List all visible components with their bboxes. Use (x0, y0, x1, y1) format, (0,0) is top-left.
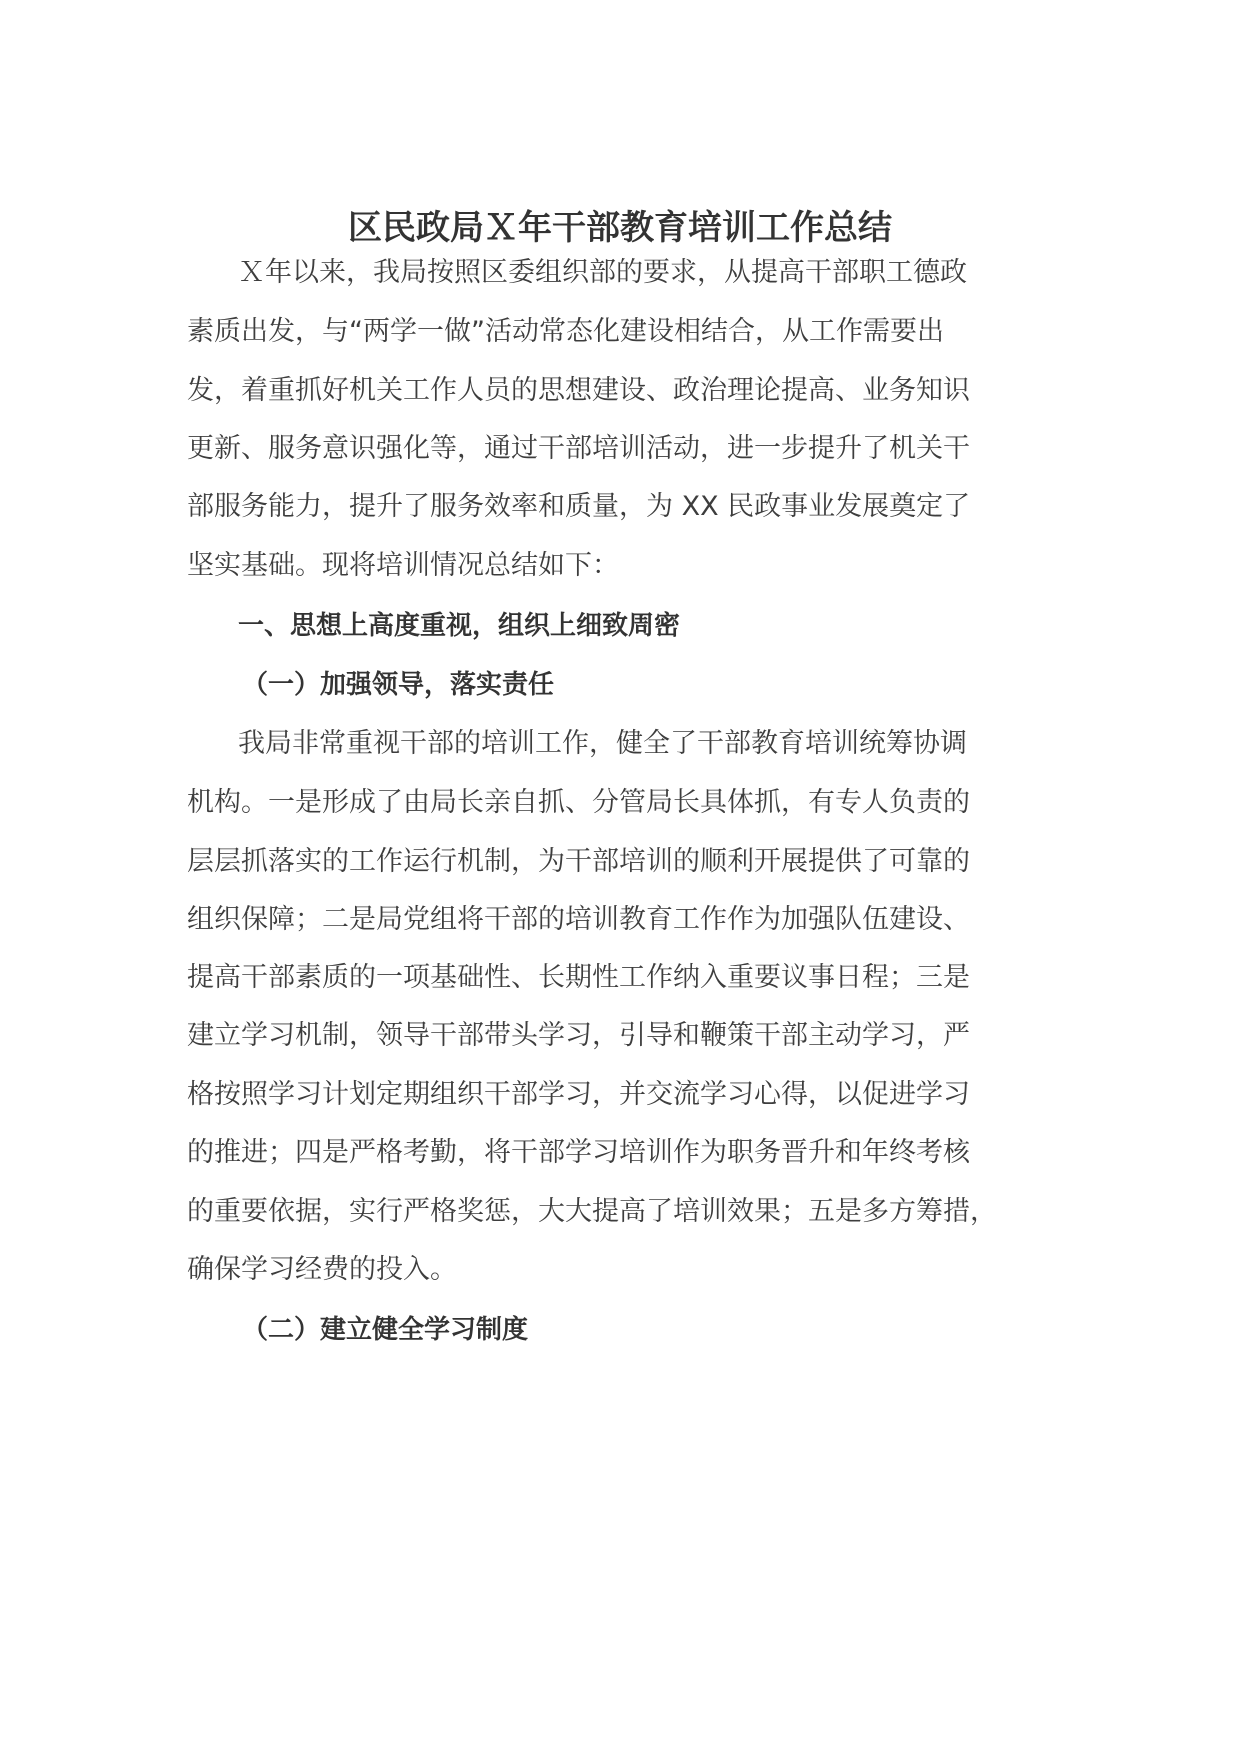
body-line-1: 我局非常重视干部的培训工作，健全了干部教育培训统筹协调 (238, 728, 967, 759)
intro-line-2: 素质出发，与“两学一做”活动常态化建设相结合，从工作需要出 (187, 316, 944, 347)
body-line-10: 确保学习经费的投入。 (187, 1254, 457, 1285)
body-line-4: 组织保障；二是局党组将干部的培训教育工作作为加强队伍建设、 (187, 904, 970, 935)
body-line-5: 提高干部素质的一项基础性、长期性工作纳入重要议事日程；三是 (187, 962, 970, 993)
intro-line-5: 部服务能力，提升了服务效率和质量，为 XX 民政事业发展奠定了 (187, 491, 971, 522)
body-line-6: 建立学习机制，领导干部带头学习，引导和鞭策干部主动学习，严 (187, 1020, 970, 1051)
subsection-heading-2: （二）建立健全学习制度 (242, 1315, 529, 1345)
intro-line-6: 坚实基础。现将培训情况总结如下： (187, 550, 619, 581)
body-line-2: 机构。一是形成了由局长亲自抓、分管局长具体抓，有专人负责的 (187, 787, 970, 818)
body-line-7: 格按照学习计划定期组织干部学习，并交流学习心得，以促进学习 (187, 1079, 970, 1110)
body-line-8: 的推进；四是严格考勤，将干部学习培训作为职务晋升和年终考核 (187, 1137, 970, 1168)
intro-line-4: 更新、服务意识强化等，通过干部培训活动，进一步提升了机关干 (187, 433, 970, 464)
intro-line-1: Ｘ年以来，我局按照区委组织部的要求，从提高干部职工德政 (238, 257, 967, 288)
intro-line-3: 发，着重抓好机关工作人员的思想建设、政治理论提高、业务知识 (187, 375, 970, 406)
document-title: 区民政局Ｘ年干部教育培训工作总结 (348, 208, 892, 248)
subsection-heading-1: （一）加强领导，落实责任 (242, 670, 555, 700)
section-heading-1: 一、思想上高度重视，组织上细致周密 (238, 611, 681, 641)
body-line-9: 的重要依据，实行严格奖惩，大大提高了培训效果；五是多方筹措， (187, 1196, 997, 1227)
body-line-3: 层层抓落实的工作运行机制，为干部培训的顺利开展提供了可靠的 (187, 846, 970, 877)
